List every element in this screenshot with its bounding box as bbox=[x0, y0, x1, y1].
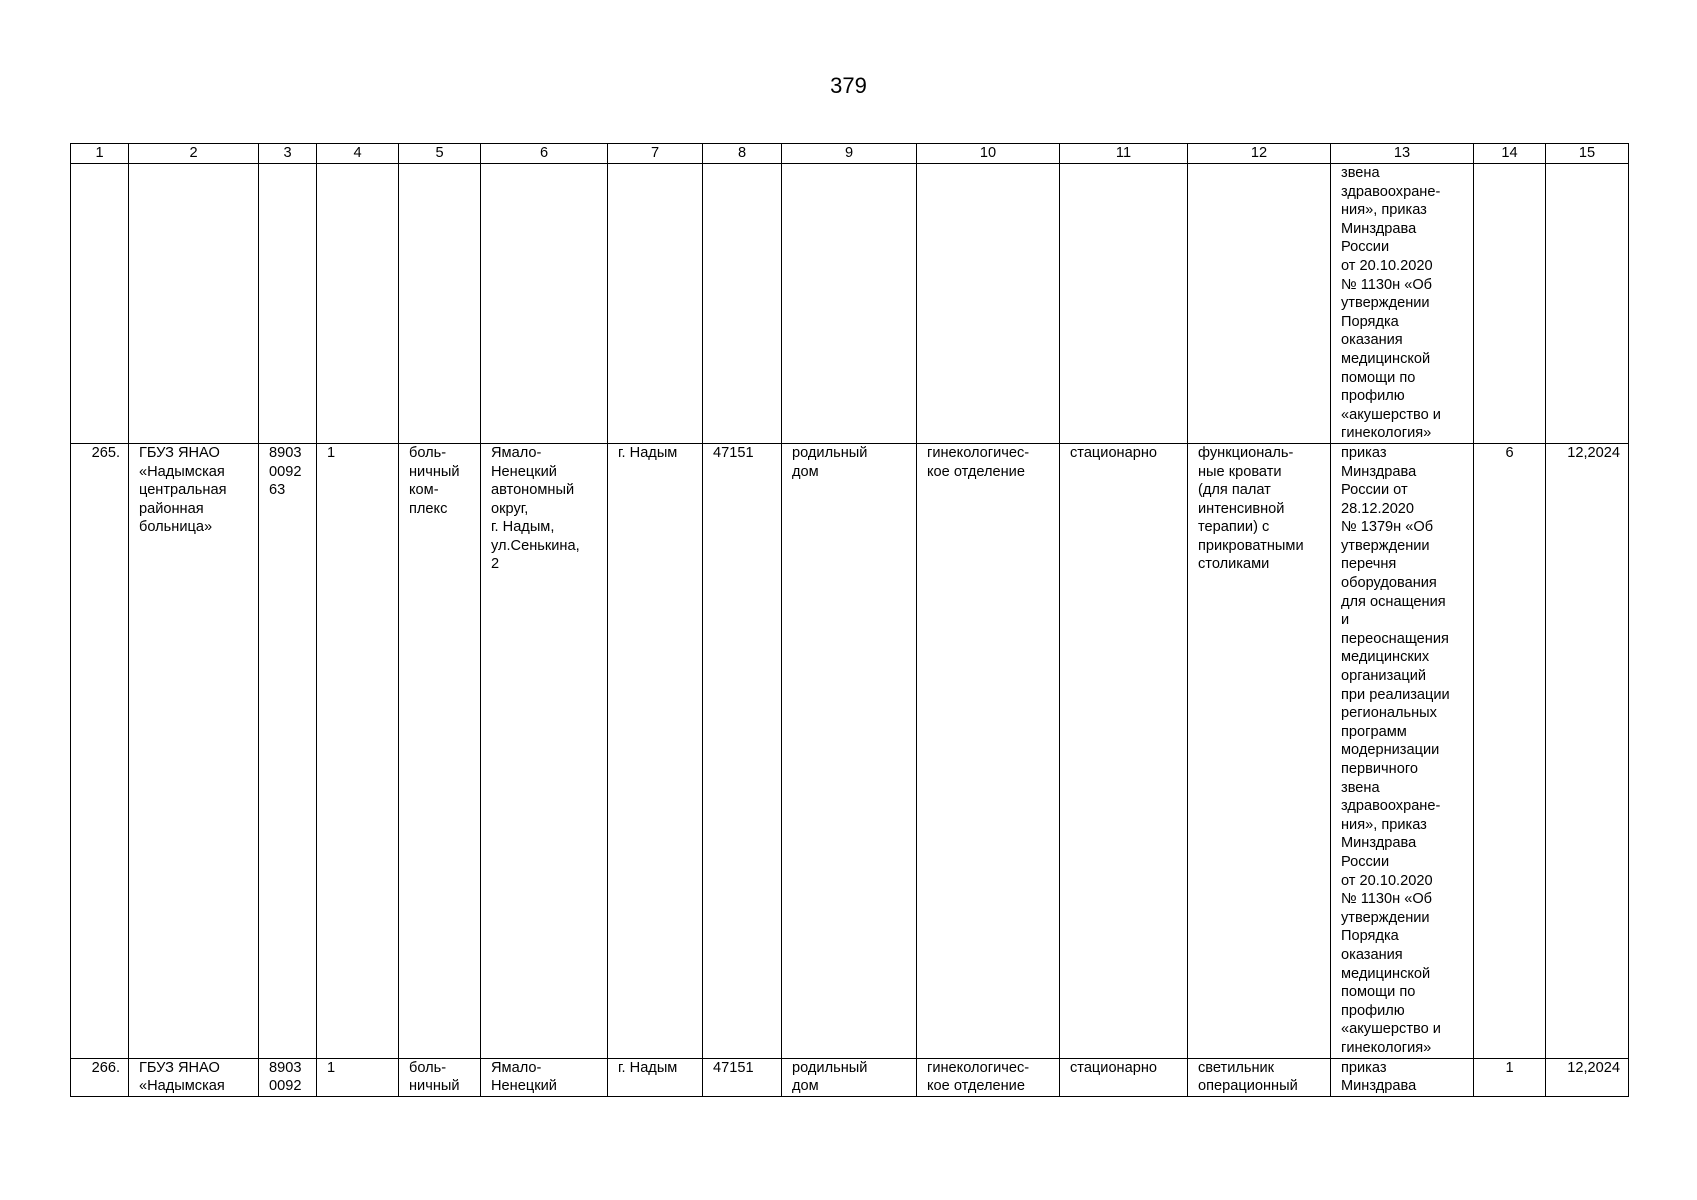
table-cell: приказ Минздрава России от 28.12.2020 № 1379н «Об утверждении перечня оборудования для оснащения и переоснащения медицинских организаций при реализации региональных программ модернизации первичного звена здравоохране- ния», приказ Минздрава России от 20.10.2020 № 1130н «Об утверждении Порядка оказания медицинской помощи по профилю «акушерство и гинекология» bbox=[1331, 443, 1474, 1058]
table-cell: Ямало- Ненецкий автономный округ, г. Надым, ул.Сенькина, 2 bbox=[481, 443, 608, 1058]
table-cell bbox=[782, 164, 917, 444]
column-header: 7 bbox=[608, 144, 703, 164]
column-header: 5 bbox=[399, 144, 481, 164]
column-header: 11 bbox=[1060, 144, 1188, 164]
table-cell: ГБУЗ ЯНАО «Надымская центральная районная больница» bbox=[129, 443, 259, 1058]
table-cell: боль- ничный ком- плекс bbox=[399, 443, 481, 1058]
table-cell bbox=[1188, 164, 1331, 444]
table-cell: звена здравоохране- ния», приказ Минздрава России от 20.10.2020 № 1130н «Об утверждении Порядка оказания медицинской помощи по профилю «акушерство и гинекология» bbox=[1331, 164, 1474, 444]
column-header: 12 bbox=[1188, 144, 1331, 164]
table-cell bbox=[703, 164, 782, 444]
table-cell bbox=[1474, 164, 1546, 444]
table-cell: светильник операционный bbox=[1188, 1058, 1331, 1096]
table-cell: г. Надым bbox=[608, 443, 703, 1058]
table-row bbox=[71, 164, 1629, 444]
column-header: 14 bbox=[1474, 144, 1546, 164]
table-cell: 266. bbox=[71, 1058, 129, 1096]
table-cell bbox=[71, 164, 129, 444]
table-cell: г. Надым bbox=[608, 1058, 703, 1096]
table-header-row bbox=[71, 144, 1629, 164]
table-cell bbox=[608, 164, 703, 444]
table-cell: стационарно bbox=[1060, 443, 1188, 1058]
table-cell bbox=[317, 164, 399, 444]
table-cell: 12,2024 bbox=[1546, 443, 1629, 1058]
table-cell: 265. bbox=[71, 443, 129, 1058]
table-cell: 8903 0092 63 bbox=[259, 443, 317, 1058]
table-cell: 8903 0092 bbox=[259, 1058, 317, 1096]
table-cell: 6 bbox=[1474, 443, 1546, 1058]
table-cell: гинекологичес- кое отделение bbox=[917, 443, 1060, 1058]
table-row bbox=[71, 443, 1629, 1058]
table-cell: ГБУЗ ЯНАО «Надымская bbox=[129, 1058, 259, 1096]
table-cell: Ямало- Ненецкий bbox=[481, 1058, 608, 1096]
column-header: 4 bbox=[317, 144, 399, 164]
table-cell: 1 bbox=[1474, 1058, 1546, 1096]
column-header: 3 bbox=[259, 144, 317, 164]
table-cell: родильный дом bbox=[782, 1058, 917, 1096]
column-header: 9 bbox=[782, 144, 917, 164]
table-cell: 1 bbox=[317, 1058, 399, 1096]
table-cell: гинекологичес- кое отделение bbox=[917, 1058, 1060, 1096]
table-cell: родильный дом bbox=[782, 443, 917, 1058]
column-header: 13 bbox=[1331, 144, 1474, 164]
column-header: 2 bbox=[129, 144, 259, 164]
table-cell: 12,2024 bbox=[1546, 1058, 1629, 1096]
table-cell bbox=[917, 164, 1060, 444]
table-cell: 1 bbox=[317, 443, 399, 1058]
column-header: 10 bbox=[917, 144, 1060, 164]
table-cell: 47151 bbox=[703, 443, 782, 1058]
table-cell: 47151 bbox=[703, 1058, 782, 1096]
table-cell: боль- ничный bbox=[399, 1058, 481, 1096]
table-cell: стационарно bbox=[1060, 1058, 1188, 1096]
table-cell: приказ Минздрава bbox=[1331, 1058, 1474, 1096]
table-cell bbox=[129, 164, 259, 444]
equipment-table bbox=[70, 143, 1629, 1097]
column-header: 6 bbox=[481, 144, 608, 164]
table-cell: функциональ- ные кровати (для палат интенсивной терапии) с прикроватными столиками bbox=[1188, 443, 1331, 1058]
table-cell bbox=[1546, 164, 1629, 444]
column-header: 8 bbox=[703, 144, 782, 164]
table-cell bbox=[481, 164, 608, 444]
column-header: 1 bbox=[71, 144, 129, 164]
table-cell bbox=[1060, 164, 1188, 444]
column-header: 15 bbox=[1546, 144, 1629, 164]
table-cell bbox=[399, 164, 481, 444]
page-number: 379 bbox=[830, 73, 867, 98]
table-cell bbox=[259, 164, 317, 444]
table-row bbox=[71, 1058, 1629, 1096]
